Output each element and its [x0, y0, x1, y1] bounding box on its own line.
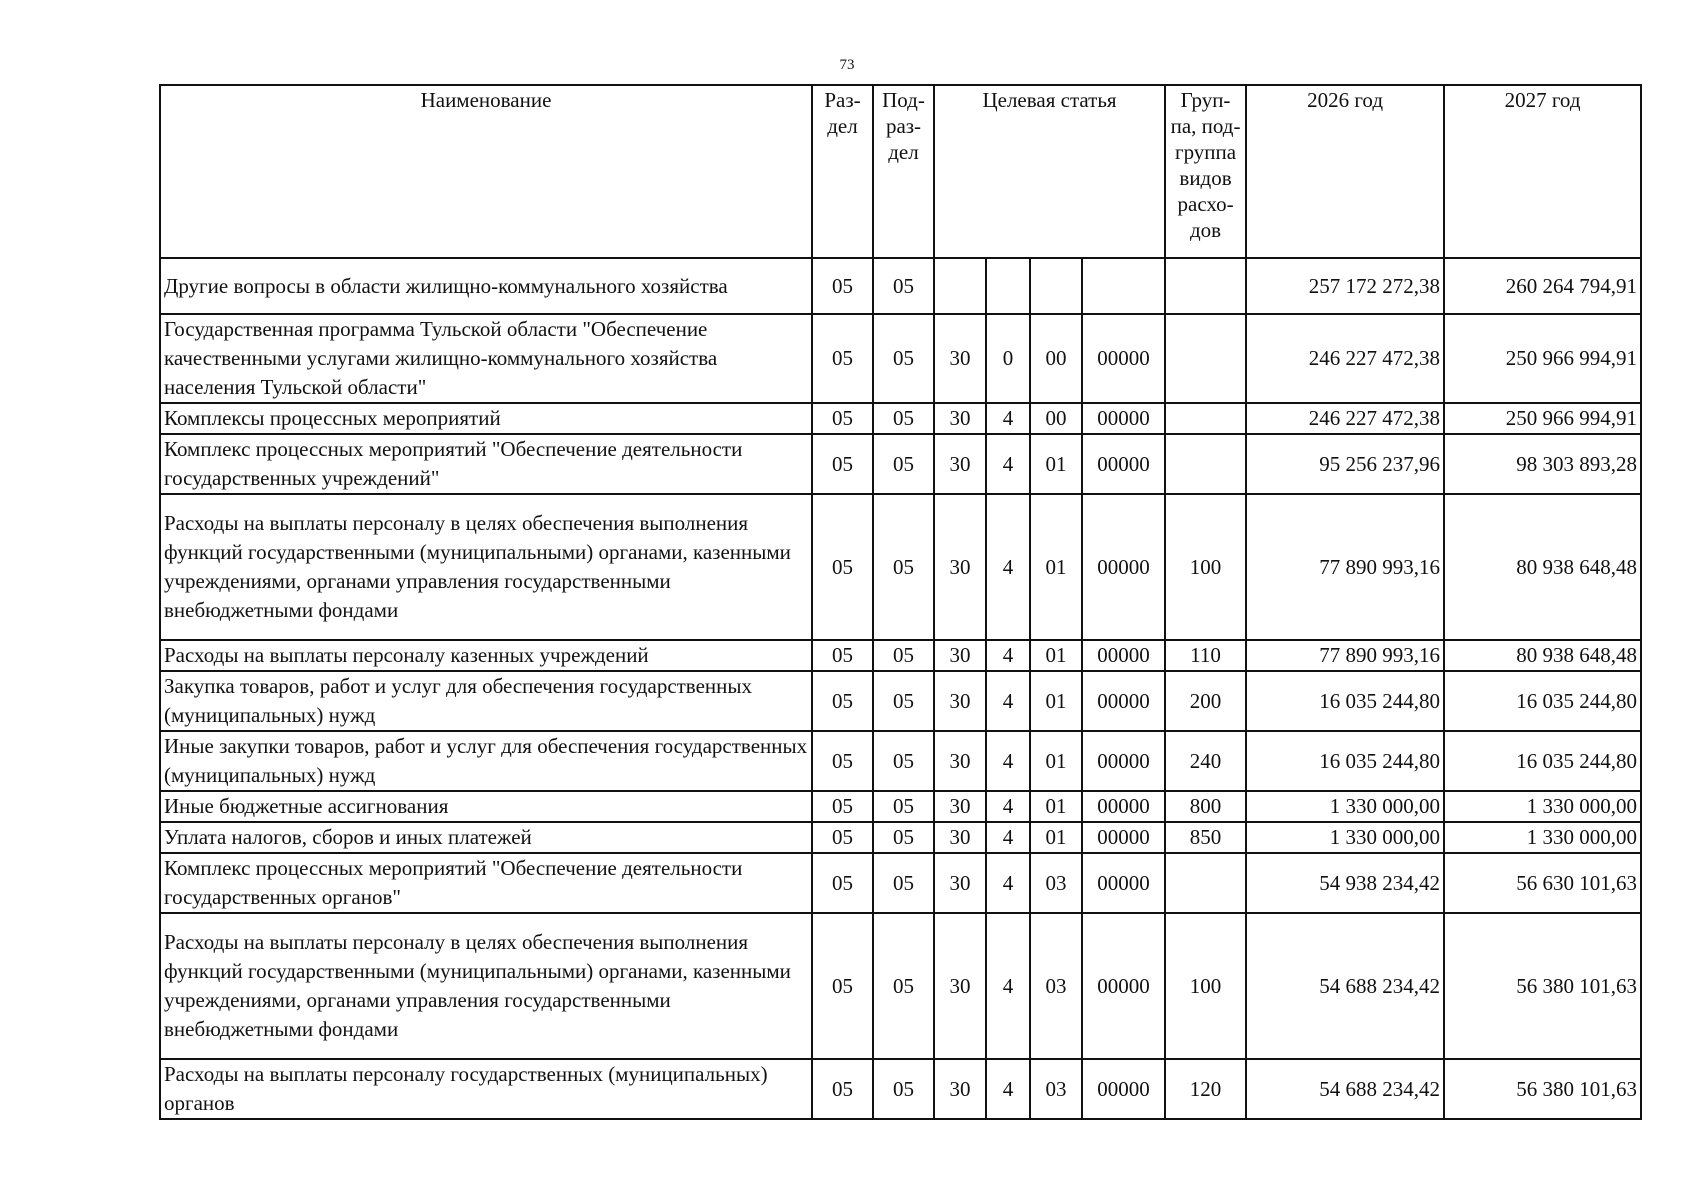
row-celevaya-type: 4: [986, 853, 1030, 913]
row-celevaya-structure: 01: [1030, 731, 1082, 791]
row-celevaya-program: 30: [934, 731, 986, 791]
row-name: Расходы на выплаты персоналу в целях обеспечения выполнения функций государственными (муниципальными) органами, казенными учреждениями, органами управления государственными внебюджетными фондами: [160, 913, 812, 1059]
row-amount-2026: 77 890 993,16: [1246, 494, 1444, 640]
table-row: [160, 791, 1641, 822]
row-razdel: 05: [812, 913, 873, 1059]
row-razdel: 05: [812, 640, 873, 671]
row-razdel: 05: [812, 314, 873, 403]
row-amount-2026: 1 330 000,00: [1246, 791, 1444, 822]
row-razdel: 05: [812, 494, 873, 640]
table-row: [160, 1059, 1641, 1119]
row-amount-2026: 246 227 472,38: [1246, 314, 1444, 403]
row-celevaya-direction: [1082, 258, 1165, 314]
row-celevaya-direction: 00000: [1082, 791, 1165, 822]
row-amount-2027: 80 938 648,48: [1444, 494, 1641, 640]
row-celevaya-direction: 00000: [1082, 434, 1165, 494]
table-row: [160, 494, 1641, 640]
row-celevaya-program: 30: [934, 494, 986, 640]
row-celevaya-program: 30: [934, 314, 986, 403]
row-vid-rashodov: 100: [1165, 494, 1246, 640]
row-celevaya-type: 0: [986, 314, 1030, 403]
row-celevaya-program: 30: [934, 671, 986, 731]
row-celevaya-type: 4: [986, 791, 1030, 822]
header-razdel: Раз- дел: [812, 85, 873, 258]
row-celevaya-type: [986, 258, 1030, 314]
row-name: Иные закупки товаров, работ и услуг для обеспечения государственных (муниципальных) нужд: [160, 731, 812, 791]
row-podrazdel: 05: [873, 258, 934, 314]
row-amount-2026: 257 172 272,38: [1246, 258, 1444, 314]
row-podrazdel: 05: [873, 403, 934, 434]
row-vid-rashodov: [1165, 434, 1246, 494]
row-name: Государственная программа Тульской области "Обеспечение качественными услугами жилищно-коммунального хозяйства населения Тульской области": [160, 314, 812, 403]
row-celevaya-program: 30: [934, 791, 986, 822]
row-celevaya-type: 4: [986, 671, 1030, 731]
header-2027: 2027 год: [1444, 85, 1641, 258]
row-celevaya-direction: 00000: [1082, 314, 1165, 403]
row-podrazdel: 05: [873, 314, 934, 403]
row-celevaya-direction: 00000: [1082, 671, 1165, 731]
row-razdel: 05: [812, 671, 873, 731]
table-row: [160, 731, 1641, 791]
row-celevaya-type: 4: [986, 640, 1030, 671]
row-celevaya-structure: 01: [1030, 671, 1082, 731]
row-podrazdel: 05: [873, 434, 934, 494]
header-celevaya-statya: Целевая статья: [934, 85, 1165, 258]
row-razdel: 05: [812, 853, 873, 913]
table-row: [160, 853, 1641, 913]
row-celevaya-structure: 03: [1030, 853, 1082, 913]
header-name: Наименование: [160, 85, 812, 258]
row-razdel: 05: [812, 822, 873, 853]
row-vid-rashodov: [1165, 853, 1246, 913]
row-razdel: 05: [812, 403, 873, 434]
row-amount-2027: 250 966 994,91: [1444, 314, 1641, 403]
row-razdel: 05: [812, 731, 873, 791]
row-celevaya-type: 4: [986, 731, 1030, 791]
row-celevaya-type: 4: [986, 913, 1030, 1059]
header-gruppa-vidov-rashodov: Груп- па, под- группа видов расхо- дов: [1165, 85, 1246, 258]
row-vid-rashodov: 110: [1165, 640, 1246, 671]
row-amount-2026: 54 688 234,42: [1246, 1059, 1444, 1119]
row-amount-2027: 16 035 244,80: [1444, 731, 1641, 791]
row-amount-2026: 54 688 234,42: [1246, 913, 1444, 1059]
row-amount-2027: 260 264 794,91: [1444, 258, 1641, 314]
row-celevaya-structure: 01: [1030, 791, 1082, 822]
table-row: [160, 913, 1641, 1059]
table-row: [160, 403, 1641, 434]
row-name: Комплекс процессных мероприятий "Обеспечение деятельности государственных учреждений": [160, 434, 812, 494]
budget-table: [159, 84, 1642, 1120]
row-celevaya-program: 30: [934, 640, 986, 671]
row-celevaya-program: 30: [934, 822, 986, 853]
table-row: [160, 640, 1641, 671]
table-row: [160, 671, 1641, 731]
row-name: Закупка товаров, работ и услуг для обеспечения государственных (муниципальных) нужд: [160, 671, 812, 731]
row-name: Уплата налогов, сборов и иных платежей: [160, 822, 812, 853]
row-amount-2026: 54 938 234,42: [1246, 853, 1444, 913]
row-podrazdel: 05: [873, 913, 934, 1059]
table-row: [160, 822, 1641, 853]
row-celevaya-type: 4: [986, 403, 1030, 434]
row-amount-2027: 1 330 000,00: [1444, 822, 1641, 853]
row-vid-rashodov: 800: [1165, 791, 1246, 822]
row-vid-rashodov: 240: [1165, 731, 1246, 791]
row-podrazdel: 05: [873, 853, 934, 913]
row-vid-rashodov: [1165, 403, 1246, 434]
row-amount-2026: 95 256 237,96: [1246, 434, 1444, 494]
row-celevaya-type: 4: [986, 822, 1030, 853]
table-header-row: [160, 85, 1641, 258]
header-podrazdel: Под- раз- дел: [873, 85, 934, 258]
row-vid-rashodov: 120: [1165, 1059, 1246, 1119]
row-amount-2027: 16 035 244,80: [1444, 671, 1641, 731]
row-celevaya-direction: 00000: [1082, 913, 1165, 1059]
row-celevaya-direction: 00000: [1082, 1059, 1165, 1119]
row-name: Расходы на выплаты персоналу казенных учреждений: [160, 640, 812, 671]
row-celevaya-direction: 00000: [1082, 494, 1165, 640]
row-amount-2026: 1 330 000,00: [1246, 822, 1444, 853]
row-celevaya-program: 30: [934, 853, 986, 913]
row-celevaya-direction: 00000: [1082, 731, 1165, 791]
row-razdel: 05: [812, 1059, 873, 1119]
row-celevaya-program: 30: [934, 403, 986, 434]
row-celevaya-structure: 01: [1030, 434, 1082, 494]
page-number: 73: [839, 57, 855, 73]
row-vid-rashodov: [1165, 314, 1246, 403]
row-podrazdel: 05: [873, 671, 934, 731]
row-podrazdel: 05: [873, 1059, 934, 1119]
table-row: [160, 258, 1641, 314]
row-podrazdel: 05: [873, 822, 934, 853]
row-celevaya-type: 4: [986, 434, 1030, 494]
row-name: Иные бюджетные ассигнования: [160, 791, 812, 822]
row-amount-2027: 56 630 101,63: [1444, 853, 1641, 913]
row-podrazdel: 05: [873, 640, 934, 671]
row-amount-2026: 16 035 244,80: [1246, 731, 1444, 791]
row-name: Комплексы процессных мероприятий: [160, 403, 812, 434]
row-amount-2027: 56 380 101,63: [1444, 1059, 1641, 1119]
row-celevaya-program: 30: [934, 434, 986, 494]
row-amount-2027: 1 330 000,00: [1444, 791, 1641, 822]
row-celevaya-structure: 01: [1030, 494, 1082, 640]
row-celevaya-type: 4: [986, 1059, 1030, 1119]
row-celevaya-program: 30: [934, 913, 986, 1059]
row-amount-2027: 80 938 648,48: [1444, 640, 1641, 671]
row-podrazdel: 05: [873, 791, 934, 822]
row-razdel: 05: [812, 434, 873, 494]
row-vid-rashodov: [1165, 258, 1246, 314]
row-amount-2026: 77 890 993,16: [1246, 640, 1444, 671]
table-row: [160, 434, 1641, 494]
row-amount-2026: 16 035 244,80: [1246, 671, 1444, 731]
row-celevaya-program: [934, 258, 986, 314]
row-name: Другие вопросы в области жилищно-коммунального хозяйства: [160, 258, 812, 314]
row-razdel: 05: [812, 258, 873, 314]
row-name: Комплекс процессных мероприятий "Обеспечение деятельности государственных органов": [160, 853, 812, 913]
row-celevaya-direction: 00000: [1082, 822, 1165, 853]
row-name: Расходы на выплаты персоналу государственных (муниципальных) органов: [160, 1059, 812, 1119]
row-vid-rashodov: 200: [1165, 671, 1246, 731]
row-celevaya-structure: 03: [1030, 1059, 1082, 1119]
row-celevaya-direction: 00000: [1082, 640, 1165, 671]
row-celevaya-structure: 00: [1030, 403, 1082, 434]
row-celevaya-structure: [1030, 258, 1082, 314]
row-celevaya-structure: 03: [1030, 913, 1082, 1059]
row-amount-2027: 250 966 994,91: [1444, 403, 1641, 434]
row-celevaya-structure: 01: [1030, 822, 1082, 853]
row-celevaya-direction: 00000: [1082, 853, 1165, 913]
row-celevaya-type: 4: [986, 494, 1030, 640]
row-celevaya-structure: 00: [1030, 314, 1082, 403]
row-amount-2027: 98 303 893,28: [1444, 434, 1641, 494]
row-razdel: 05: [812, 791, 873, 822]
row-vid-rashodov: 850: [1165, 822, 1246, 853]
row-podrazdel: 05: [873, 494, 934, 640]
row-amount-2027: 56 380 101,63: [1444, 913, 1641, 1059]
header-2026: 2026 год: [1246, 85, 1444, 258]
row-celevaya-direction: 00000: [1082, 403, 1165, 434]
row-name: Расходы на выплаты персоналу в целях обеспечения выполнения функций государственными (муниципальными) органами, казенными учреждениями, органами управления государственными внебюджетными фондами: [160, 494, 812, 640]
row-celevaya-program: 30: [934, 1059, 986, 1119]
row-vid-rashodov: 100: [1165, 913, 1246, 1059]
row-podrazdel: 05: [873, 731, 934, 791]
row-amount-2026: 246 227 472,38: [1246, 403, 1444, 434]
table-row: [160, 314, 1641, 403]
row-celevaya-structure: 01: [1030, 640, 1082, 671]
